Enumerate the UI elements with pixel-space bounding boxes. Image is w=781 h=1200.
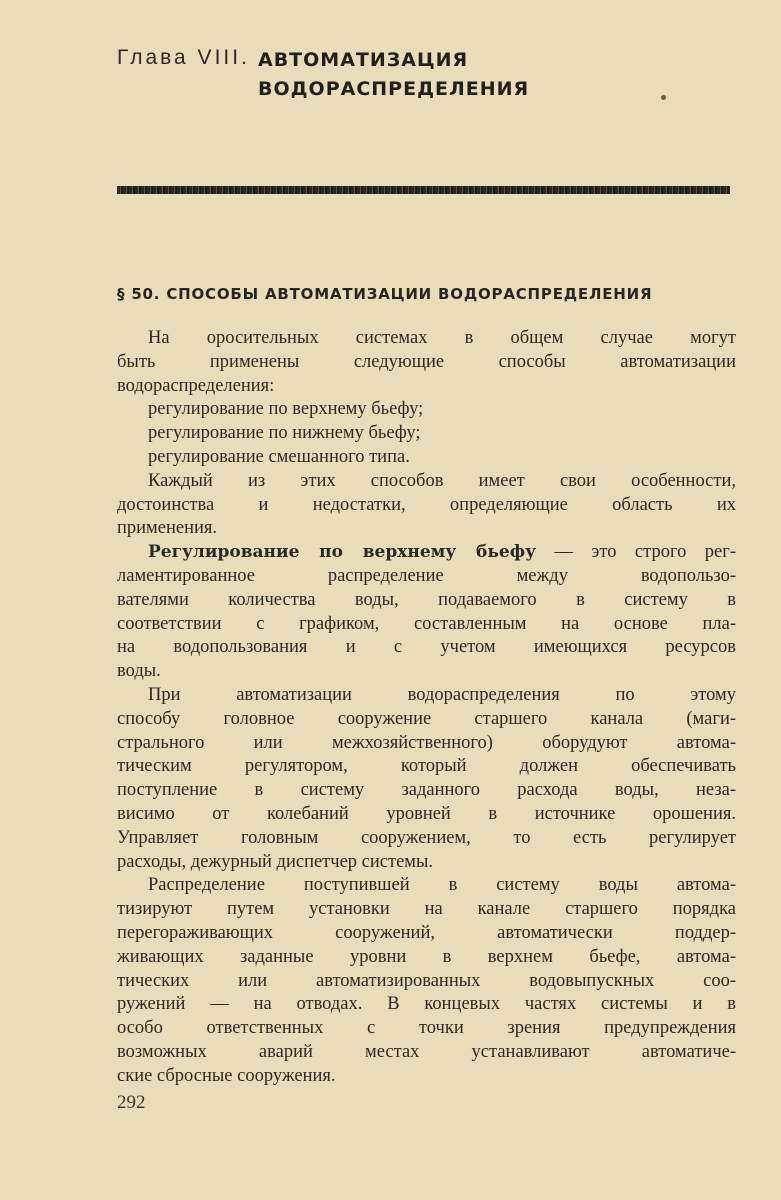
text-line: висимо от колебаний уровней в источнике орошения. (117, 803, 736, 824)
body-text (117, 327, 736, 1089)
text-line: на водопользования и с учетом имеющихся ресурсов (117, 637, 736, 658)
list-item: регулирование по нижнему бьефу; (148, 423, 421, 444)
page-number: 292 (117, 1092, 146, 1113)
text-line: ламентированное распределение между водопользо- (117, 565, 736, 586)
text-line: тизируют путем установки на канале старшего порядка (117, 899, 736, 920)
text-line: перегораживающих сооружений, автоматически поддер- (117, 922, 736, 943)
text-line: особо ответственных с точки зрения предупреждения (117, 1018, 736, 1039)
text-line: Каждый из этих способов имеет свои особенности, (148, 470, 736, 491)
text-line: стрального или межхозяйственного) оборудуют автома- (117, 732, 736, 753)
text-line: воды. (117, 661, 161, 682)
text-line: На оросительных системах в общем случае могут (148, 328, 736, 348)
text-line: При автоматизации водораспределения по этому (148, 684, 736, 705)
text-line: соответствии с графиком, составленным на основе пла- (117, 613, 736, 634)
text-line (117, 541, 736, 565)
list-item: регулирование смешанного типа. (148, 446, 410, 467)
text-line: возможных аварий местах устанавливают автоматиче- (117, 1041, 736, 1062)
chapter-label: Глава VIII. (117, 46, 250, 69)
chapter-divider-rule (117, 186, 730, 194)
text-line: водораспределения: (117, 375, 275, 396)
list-item: регулирование по верхнему бьефу; (148, 399, 424, 420)
text-line: тических или автоматизированных водовыпускных соо- (117, 970, 736, 991)
text-line: ские сбросные сооружения. (117, 1065, 336, 1086)
text-line: Управляет головным сооружением, то есть регулирует (117, 827, 736, 848)
text-line: способу головное сооружение старшего канала (маги- (117, 708, 736, 729)
text-line: быть применены следующие способы автоматизации (117, 351, 736, 372)
term-bold: Регулирование по верхнему бьефу (148, 542, 536, 563)
text-line: достоинства и недостатки, определяющие область их (117, 494, 736, 515)
text-line: Распределение поступившей в систему воды автома- (148, 875, 736, 896)
text-line: живающих заданные уровни в верхнем бьефе, автома- (117, 946, 736, 967)
text-line: поступление в систему заданного расхода воды, неза- (117, 780, 736, 801)
ink-speck (661, 95, 666, 100)
text-line: применения. (117, 518, 218, 539)
text-line: вателями количества воды, подаваемого в систему в (117, 589, 736, 610)
chapter-title-line-1: АВТОМАТИЗАЦИЯ (258, 49, 469, 71)
chapter-header (117, 46, 530, 100)
text-line: расходы, дежурный диспетчер системы. (117, 851, 434, 872)
text-line: тическим регулятором, который должен обеспечивать (117, 756, 736, 777)
text-line: ружений — на отводах. В концевых частях системы и в (117, 994, 736, 1015)
section-heading: § 50. СПОСОБЫ АВТОМАТИЗАЦИИ ВОДОРАСПРЕДЕЛЕНИЯ (117, 285, 653, 303)
text-fragment: — это строго рег- (535, 542, 737, 563)
chapter-title-line-2: ВОДОРАСПРЕДЕЛЕНИЯ (258, 78, 530, 100)
chapter-title (258, 46, 529, 104)
